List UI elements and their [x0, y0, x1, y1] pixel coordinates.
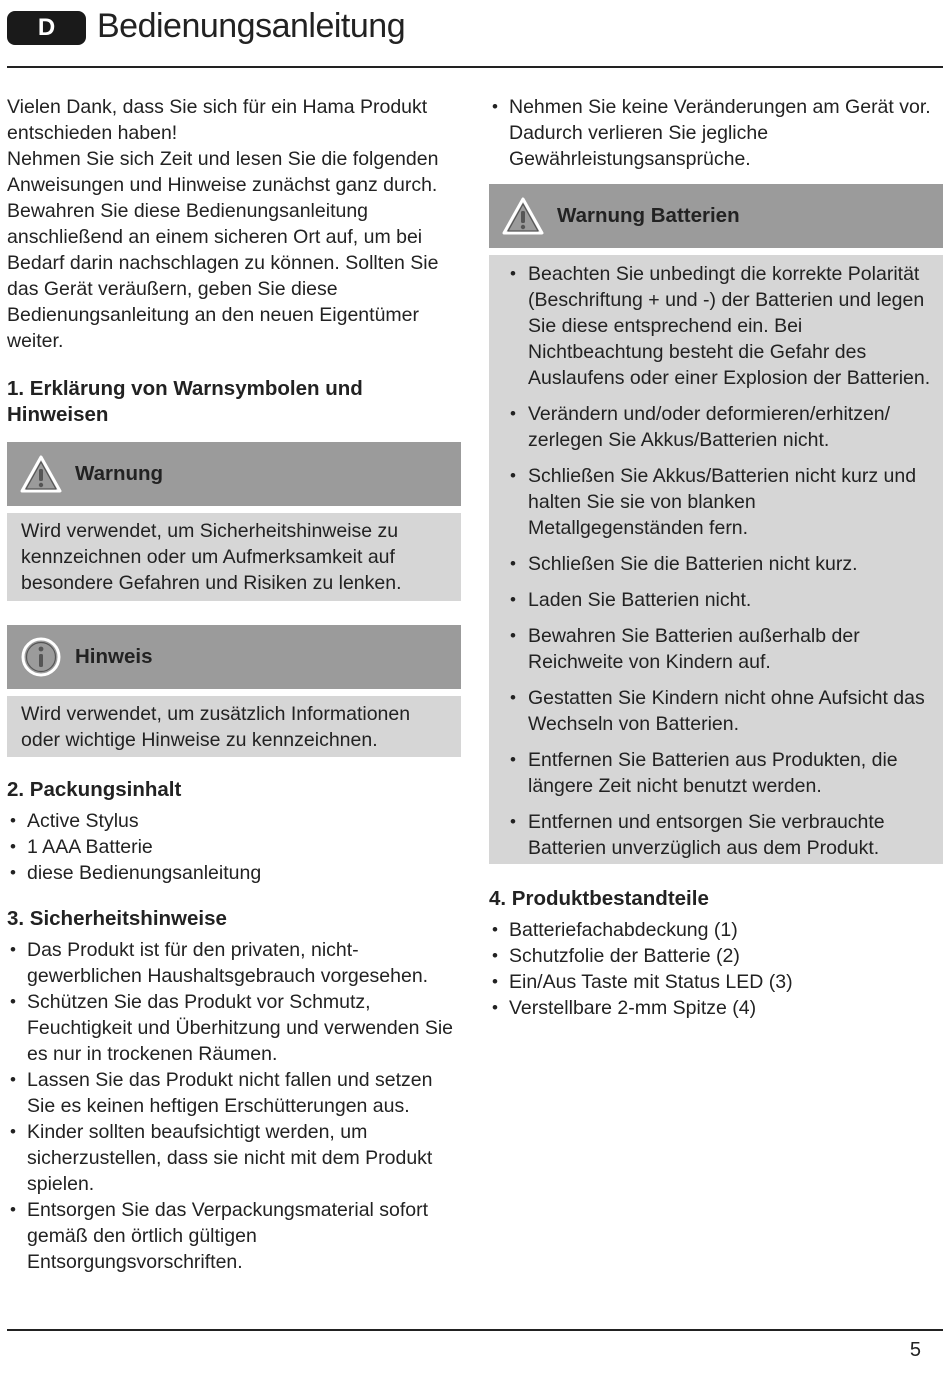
list-item: • Verstellbare 2-mm Spitze (4): [489, 995, 943, 1021]
list-item: • Active Stylus: [7, 808, 461, 834]
list-item: • Verändern und/oder deformieren/erhitzen/ zerlegen Sie Akkus/Batterien nicht.: [507, 401, 933, 453]
safety-list: [7, 937, 461, 1275]
page-number: 5: [909, 1339, 921, 1361]
section-heading: 1. Erklärung von Warnsymbolen und Hinweisen: [7, 377, 363, 426]
hint-box-body: [7, 696, 461, 757]
hint-label: Hinweis: [75, 645, 153, 668]
list-item: • Ein/Aus Taste mit Status LED (3): [489, 969, 943, 995]
intro-paragraph: Vielen Dank, dass Sie sich für ein Hama Produkt entschieden haben!: [7, 96, 428, 144]
footer-divider: [7, 1329, 943, 1331]
list-item: • Batteriefachabdeckung (1): [489, 917, 943, 943]
battery-warning-box: [489, 184, 943, 864]
battery-warning-header: [489, 184, 943, 248]
list-item: • diese Bedienungsanleitung: [7, 860, 461, 886]
hint-box: [7, 625, 461, 757]
section-heading: 2. Packungsinhalt: [7, 778, 182, 801]
battery-warning-body: [489, 255, 943, 864]
warning-label: Warnung: [75, 462, 164, 485]
list-item: • Beachten Sie unbedingt die korrekte Polarität (Beschriftung + und -) der Batterien und legen Sie diese entsprechend ein. Bei Nichtbeachtung besteht die Gefahr des Auslaufens oder einer Explosion der Batterien.: [507, 261, 933, 391]
right-column: [489, 94, 943, 1021]
list-item: • Laden Sie Batterien nicht.: [507, 587, 933, 613]
header-divider: [7, 66, 943, 68]
warning-text: Wird verwendet, um Sicherheitshinweise zu kennzeichnen oder um Aufmerksamkeit auf besondere Gefahren und Risiken zu lenken.: [21, 520, 402, 594]
page-title: Bedienungsanleitung: [97, 7, 406, 45]
list-item: • Kinder sollten beaufsichtigt werden, um sicherzustellen, dass sie nicht mit dem Produkt spielen.: [7, 1119, 461, 1197]
intro-text: [7, 94, 461, 354]
intro-paragraph: Nehmen Sie sich Zeit und lesen Sie die folgenden Anweisungen und Hinweise zunächst ganz durch. Bewahren Sie diese Bedienungsanleitung anschließend an einem sicheren Ort auf, um bei Bedarf darin nachschlagen zu können. Sollten Sie das Gerät veräußern, geben Sie diese Bedienungsanleitung an den neuen Eigentümer weiter.: [7, 148, 439, 352]
info-circle-icon: [7, 636, 75, 678]
product-parts-section: [489, 886, 943, 1021]
list-item: • Entfernen Sie Batterien aus Produkten, die längere Zeit nicht benutzt werden.: [507, 747, 933, 799]
battery-warning-list: [507, 261, 933, 861]
language-badge: D: [7, 11, 86, 45]
warning-triangle-icon: [7, 454, 75, 494]
list-item: • Entfernen und entsorgen Sie verbrauchte Batterien unverzüglich aus dem Produkt.: [507, 809, 933, 861]
list-item: • Schließen Sie die Batterien nicht kurz.: [507, 551, 933, 577]
list-item: • Das Produkt ist für den privaten, nicht-gewerblichen Haushaltsgebrauch vorgesehen.: [7, 937, 461, 989]
safety-list-continued: [489, 94, 943, 172]
package-contents-list: [7, 808, 461, 886]
hint-box-header: [7, 625, 461, 689]
product-parts-list: [489, 917, 943, 1021]
warning-box-header: [7, 442, 461, 506]
list-item: • Lassen Sie das Produkt nicht fallen und setzen Sie es keinen heftigen Erschütterungen aus.: [7, 1067, 461, 1119]
list-item: • Gestatten Sie Kindern nicht ohne Aufsicht das Wechseln von Batterien.: [507, 685, 933, 737]
section-heading: 3. Sicherheitshinweise: [7, 907, 227, 930]
list-item: • Schützen Sie das Produkt vor Schmutz, Feuchtigkeit und Überhitzung und verwenden Sie es nur in trockenen Räumen.: [7, 989, 461, 1067]
hint-text: Wird verwendet, um zusätzlich Informationen oder wichtige Hinweise zu kennzeichnen.: [21, 703, 411, 751]
warning-box: [7, 442, 461, 601]
page-header: [7, 9, 943, 69]
list-item: • Bewahren Sie Batterien außerhalb der Reichweite von Kindern auf.: [507, 623, 933, 675]
section-heading: 4. Produktbestandteile: [489, 887, 709, 910]
battery-warning-label: Warnung Batterien: [557, 204, 740, 227]
list-item: • Schutzfolie der Batterie (2): [489, 943, 943, 969]
warning-triangle-icon: [489, 196, 557, 236]
list-item: • Entsorgen Sie das Verpackungsmaterial sofort gemäß den örtlich gültigen Entsorgungsvorschriften.: [7, 1197, 461, 1275]
list-item: • 1 AAA Batterie: [7, 834, 461, 860]
list-item: • Schließen Sie Akkus/Batterien nicht kurz und halten Sie sie von blanken Metallgegenständen fern.: [507, 463, 933, 541]
warning-box-body: [7, 513, 461, 601]
left-column: [7, 94, 461, 1275]
list-item: • Nehmen Sie keine Veränderungen am Gerät vor. Dadurch verlieren Sie jegliche Gewährleistungsansprüche.: [489, 94, 943, 172]
